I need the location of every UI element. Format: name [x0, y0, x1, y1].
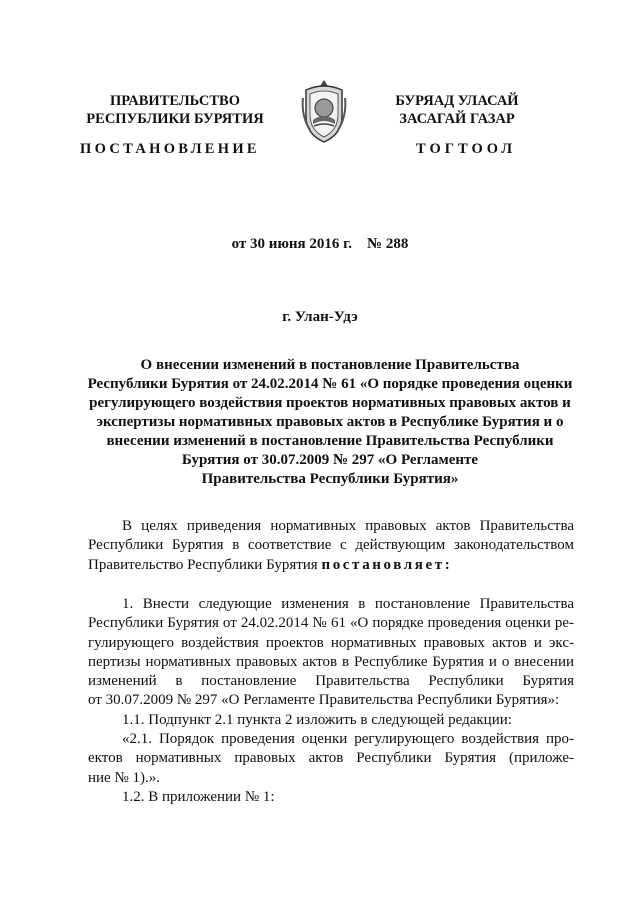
title-line: экспертизы нормативных правовых актов в Республике Бурятия и о [96, 414, 564, 430]
government-name-bua-line1: БУРЯАД УЛАСАЙ [395, 93, 519, 109]
government-name-bua [352, 92, 562, 128]
body-line: гулирующего воздействия проектов нормативных правовых актов и экс- [88, 634, 574, 651]
body-line: изменений в постановление Правительства Республики Бурятия [88, 673, 574, 690]
body-line: «2.1. Порядок проведения оценки регулирующего воздействия про- [122, 731, 574, 748]
title-line: регулирующего воздействия проектов нормативных правовых актов и [89, 395, 571, 411]
decree-title [80, 356, 580, 489]
body-line: 1.2. В приложении № 1: [122, 788, 275, 805]
title-line: внесении изменений в постановление Правительства Республики [106, 433, 554, 449]
doc-type-bua: ТОГТООЛ [416, 141, 517, 157]
preamble-line: В целях приведения нормативных правовых актов Правительства [122, 518, 574, 534]
preamble-line3-start: Правительство Республики Бурятия [88, 556, 322, 573]
preamble-line: Республики Бурятия в соответствие с действующим законодательством [88, 537, 574, 554]
date-number-line [0, 236, 640, 253]
preamble-paragraph [88, 517, 574, 575]
body-line: пертизы нормативных правовых актов в Республике Бурятия и о внесении [88, 653, 574, 670]
doc-type-ru: ПОСТАНОВЛЕНИЕ [80, 141, 260, 157]
body-paragraphs [88, 595, 574, 807]
title-line: Республики Бурятия от 24.02.2014 № 61 «О порядке проведения оценки [87, 376, 573, 392]
coat-of-arms-icon [300, 78, 348, 146]
government-name-ru-line1: ПРАВИТЕЛЬСТВО [110, 93, 240, 109]
city: г. Улан-Удэ [282, 309, 358, 325]
decree-date: от 30 июня 2016 г. [231, 236, 353, 252]
body-line: Республики Бурятия от 24.02.2014 № 61 «О порядке проведения оценки ре- [88, 615, 574, 632]
body-line: 1. Внести следующие изменения в постановление Правительства [122, 596, 574, 612]
preamble-line [88, 556, 574, 575]
body-line: от 30.07.2009 № 297 «О Регламенте Правительства Республики Бурятия»: [88, 692, 560, 709]
title-line: Бурятия от 30.07.2009 № 297 «О Регламенте [181, 452, 479, 468]
body-line: 1.1. Подпункт 2.1 пункта 2 изложить в следующей редакции: [122, 711, 512, 728]
government-name-ru [75, 92, 275, 128]
title-line: О внесении изменений в постановление Правительства [140, 357, 520, 373]
title-line: Правительства Республики Бурятия» [201, 471, 459, 487]
government-name-ru-line2: РЕСПУБЛИКИ БУРЯТИЯ [86, 111, 264, 127]
government-name-bua-line2: ЗАСАГАЙ ГАЗАР [399, 111, 515, 127]
decree-number: № 288 [367, 236, 409, 252]
body-line: ние № 1).». [88, 769, 161, 786]
body-line: ектов нормативных правовых актов Республики Бурятия (приложе- [88, 750, 574, 767]
resolves-word: постановляет: [321, 556, 453, 573]
